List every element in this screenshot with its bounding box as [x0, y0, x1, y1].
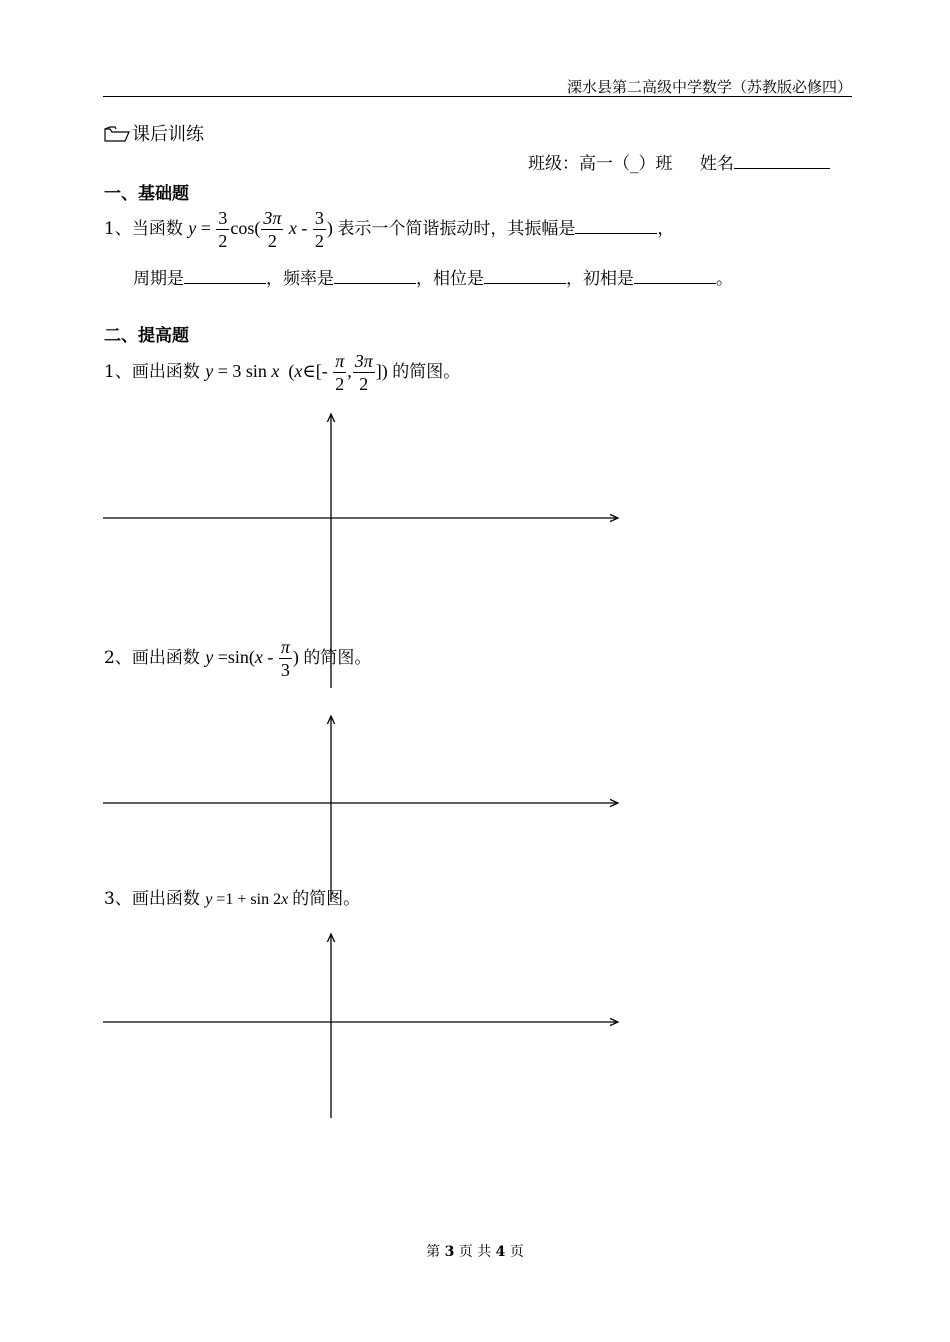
formula-x: x	[288, 218, 297, 238]
initial-phase-label: ，初相是	[566, 269, 634, 289]
formula-close: )	[292, 647, 299, 667]
s2-q1-prefix: 画出函数	[131, 362, 200, 382]
s2-q2-prefix: 画出函数	[131, 648, 200, 668]
s2-q3-number: 3、	[104, 889, 132, 909]
graph3-axes[interactable]	[103, 934, 618, 1118]
domain-x: x	[294, 361, 303, 381]
footer-mid: 页 共	[458, 1244, 492, 1260]
s1-q1-mid: 表示一个简谐振动时，其振幅是	[337, 219, 576, 239]
period-label: 周期是	[133, 269, 184, 289]
section1-title: 一、基础题	[104, 184, 189, 204]
class-suffix: ）班	[638, 154, 673, 174]
s1-q1-comma: ，	[657, 219, 675, 239]
formula-close: )	[326, 218, 333, 238]
coef-fraction: $\frac{3}{2}$	[218, 208, 228, 252]
formula-minus: -	[301, 218, 308, 238]
footer-suffix: 页	[509, 1244, 524, 1260]
s1-q1-prefix: 当函数	[131, 219, 183, 239]
footer-prefix: 第	[426, 1244, 441, 1260]
formula-x: x	[281, 891, 289, 908]
formula-eq: =	[217, 647, 228, 667]
footer-page-total: 4	[495, 1244, 506, 1260]
class-label: 班级：高一（	[528, 154, 630, 174]
domain-sep: ,	[347, 361, 352, 381]
formula-y: y	[205, 361, 214, 381]
formula-x: x	[271, 361, 280, 381]
name-label: 姓名	[699, 154, 734, 174]
class-blank[interactable]: _	[630, 154, 639, 174]
s2-q3-suffix: 的简图。	[292, 889, 361, 909]
domain-open: (	[288, 361, 295, 381]
s2-q3-prefix: 画出函数	[131, 889, 200, 909]
formula-y: y	[205, 647, 214, 667]
practice-title: 课后训练	[132, 124, 204, 145]
const-fraction: $\frac{3}{2}$	[314, 208, 324, 252]
s2-q1-suffix: 的简图。	[392, 362, 461, 382]
formula-x: x	[254, 647, 263, 667]
frequency-label: ，频率是	[266, 269, 334, 289]
shift-fraction: $\frac{\pi}{3}$	[280, 637, 290, 681]
s1-q1-number: 1、	[104, 219, 132, 239]
formula-eq: =	[200, 218, 211, 238]
footer-page-num: 3	[444, 1244, 455, 1260]
formula-sin: sin(	[227, 647, 255, 667]
domain-lo-fraction: $\frac{\pi}{2}$	[335, 351, 345, 395]
domain-close: ])	[375, 361, 388, 381]
formula-cos: cos(	[230, 218, 261, 238]
formula-y: y	[188, 218, 197, 238]
formula-eq: =	[217, 361, 228, 381]
s1-q1-end: 。	[716, 269, 733, 289]
section2-title: 二、提高题	[104, 326, 189, 346]
s2-q1-number: 1、	[104, 362, 132, 382]
s2-q2-number: 2、	[104, 648, 132, 668]
formula-1-plus-sin2: 1 + sin 2	[225, 891, 282, 908]
formula-y: y	[205, 891, 213, 908]
phase-label: ，相位是	[416, 269, 484, 289]
arg-fraction: $\frac{3\pi}{2}$	[263, 208, 282, 252]
formula-3sin: 3 sin	[232, 361, 267, 381]
domain-hi-fraction: $\frac{3\pi}{2}$	[354, 351, 373, 395]
header-title: 溧水县第二高级中学数学（苏教版必修四）	[566, 78, 852, 96]
domain-in: ∈[-	[302, 361, 328, 381]
graph2-axes[interactable]	[103, 716, 618, 902]
formula-eq: =	[216, 891, 226, 908]
page-footer	[0, 1241, 950, 1261]
formula-minus: -	[267, 647, 274, 667]
graph1-axes[interactable]	[103, 414, 618, 688]
s2-q2-suffix: 的简图。	[303, 648, 372, 668]
